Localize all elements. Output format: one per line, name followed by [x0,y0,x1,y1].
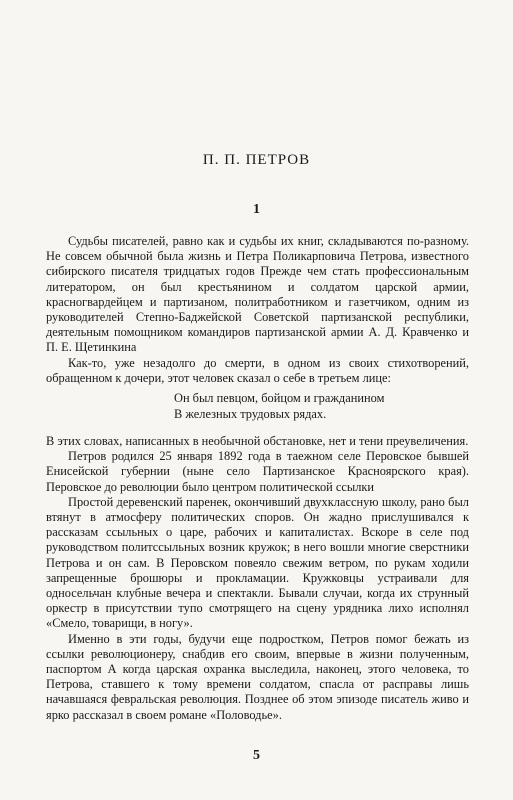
paragraph: Именно в эти годы, будучи еще подростком, Петров помог бежать из ссылки революционеру, снабдив его своим, впервые в жизни полученным, паспортом А когда царская охранка выследила, наконец, этого человека, то Петрова, ставшего к тому времени солдатом, спасла от расправы лишь начавшаяся февральская революция. Позднее об этом эпизоде писатель живо и ярко рассказал в своем романе «Половодье». [46,631,469,722]
page-title: П. П. ПЕТРОВ [202,152,311,168]
paragraph: В этих словах, написанных в необычной обстановке, нет и тени преувеличения. [46,434,469,449]
section-number: 1 [253,202,260,217]
body-text [46,234,469,723]
paragraph: Судьбы писателей, равно как и судьбы их книг, складываются по-разному. Не совсем обычной была жизнь и Петра Поликарповича Петрова, известного сибирского писателя тридцатых годов Прежде чем стать профессиональным литератором, он был крестьянином и солдатом царской армии, красногвардейцем и партизаном, политработником и газетчиком, одним из руководителей Степно-Баджейской Советской партизанской республики, деятельным помощником командиров партизанской армии А. Д. Кравченко и П. Е. Щетинкина [46,234,469,355]
verse-line: В железных трудовых рядах. [174,407,327,422]
verse-quote [174,390,469,422]
paragraph: Простой деревенский паренек, окончивший двухклассную школу, рано был втянут в атмосферу политических споров. Он жадно прислушивался к рассказам ссыльных о царе, рабочих и капиталистах. Вскоре в селе под руководством политссыльных возник кружок; в него вошли многие сверстники Петрова и он сам. В Перовском повеяло свежим ветром, по рукам ходили запрещенные брошюры и прокламации. Кружковцы устраивали для односельчан клубные вечера и спектакли. Бывали случаи, когда их струнный оркестр в присутствии тупо смотрящего на сцену урядника лихо исполнял «Смело, товарищи, в ногу». [46,494,469,631]
paragraph: Как-то, уже незадолго до смерти, в одном из своих стихотворений, обращенном к дочери, этот человек сказал о себе в третьем лице: [46,355,469,385]
page-number: 5 [253,748,260,763]
verse-line: Он был певцом, бойцом и гражданином [174,391,385,406]
paragraph: Петров родился 25 января 1892 года в таежном селе Перовское бывшей Енисейской губернии (ныне село Партизанское Красноярского края). Перовское до революции было центром политической ссылки [46,449,469,494]
